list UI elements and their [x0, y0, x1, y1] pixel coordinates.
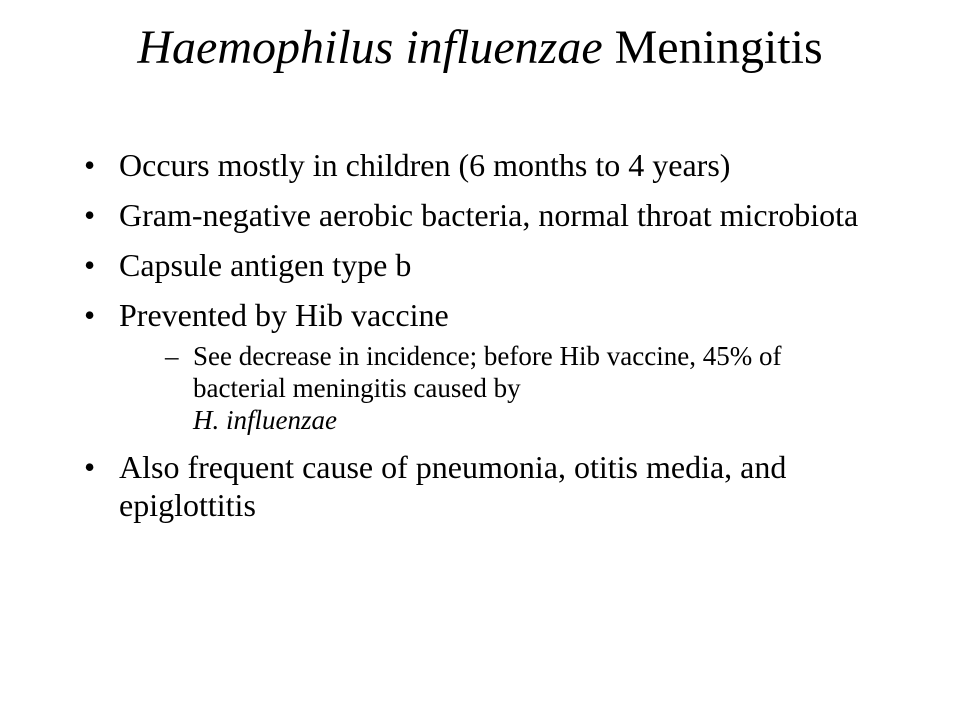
bullet-dot: • [84, 297, 96, 333]
bullet-dot: • [84, 449, 96, 485]
slide-title [0, 18, 960, 78]
bullet-item [84, 246, 864, 284]
sub-bullet-text: See decrease in incidence; before Hib vaccine, 45% of bacterial meningitis caused by [193, 341, 782, 403]
bullet-dot: • [84, 147, 96, 183]
bullet-list [84, 146, 864, 536]
bullet-text: Prevented by Hib vaccine [119, 297, 449, 333]
bullet-dot: • [84, 247, 96, 283]
sub-bullet-dash: – [165, 341, 179, 371]
sub-bullet-italic-text: H. influenzae [193, 405, 337, 435]
bullet-item [84, 146, 864, 184]
title-rest-part: Meningitis [602, 21, 823, 74]
title-italic-part: Haemophilus influenzae [137, 21, 603, 74]
bullet-text: Gram-negative aerobic bacteria, normal throat microbiota [119, 197, 859, 233]
bullet-item [84, 296, 864, 436]
bullet-text: Also frequent cause of pneumonia, otitis media, and epiglottitis [119, 449, 787, 523]
bullet-item [84, 448, 864, 524]
bullet-text: Occurs mostly in children (6 months to 4 years) [119, 147, 731, 183]
bullet-text: Capsule antigen type b [119, 247, 412, 283]
bullet-dot: • [84, 197, 96, 233]
sub-bullet-item [119, 340, 864, 436]
bullet-item [84, 196, 864, 234]
